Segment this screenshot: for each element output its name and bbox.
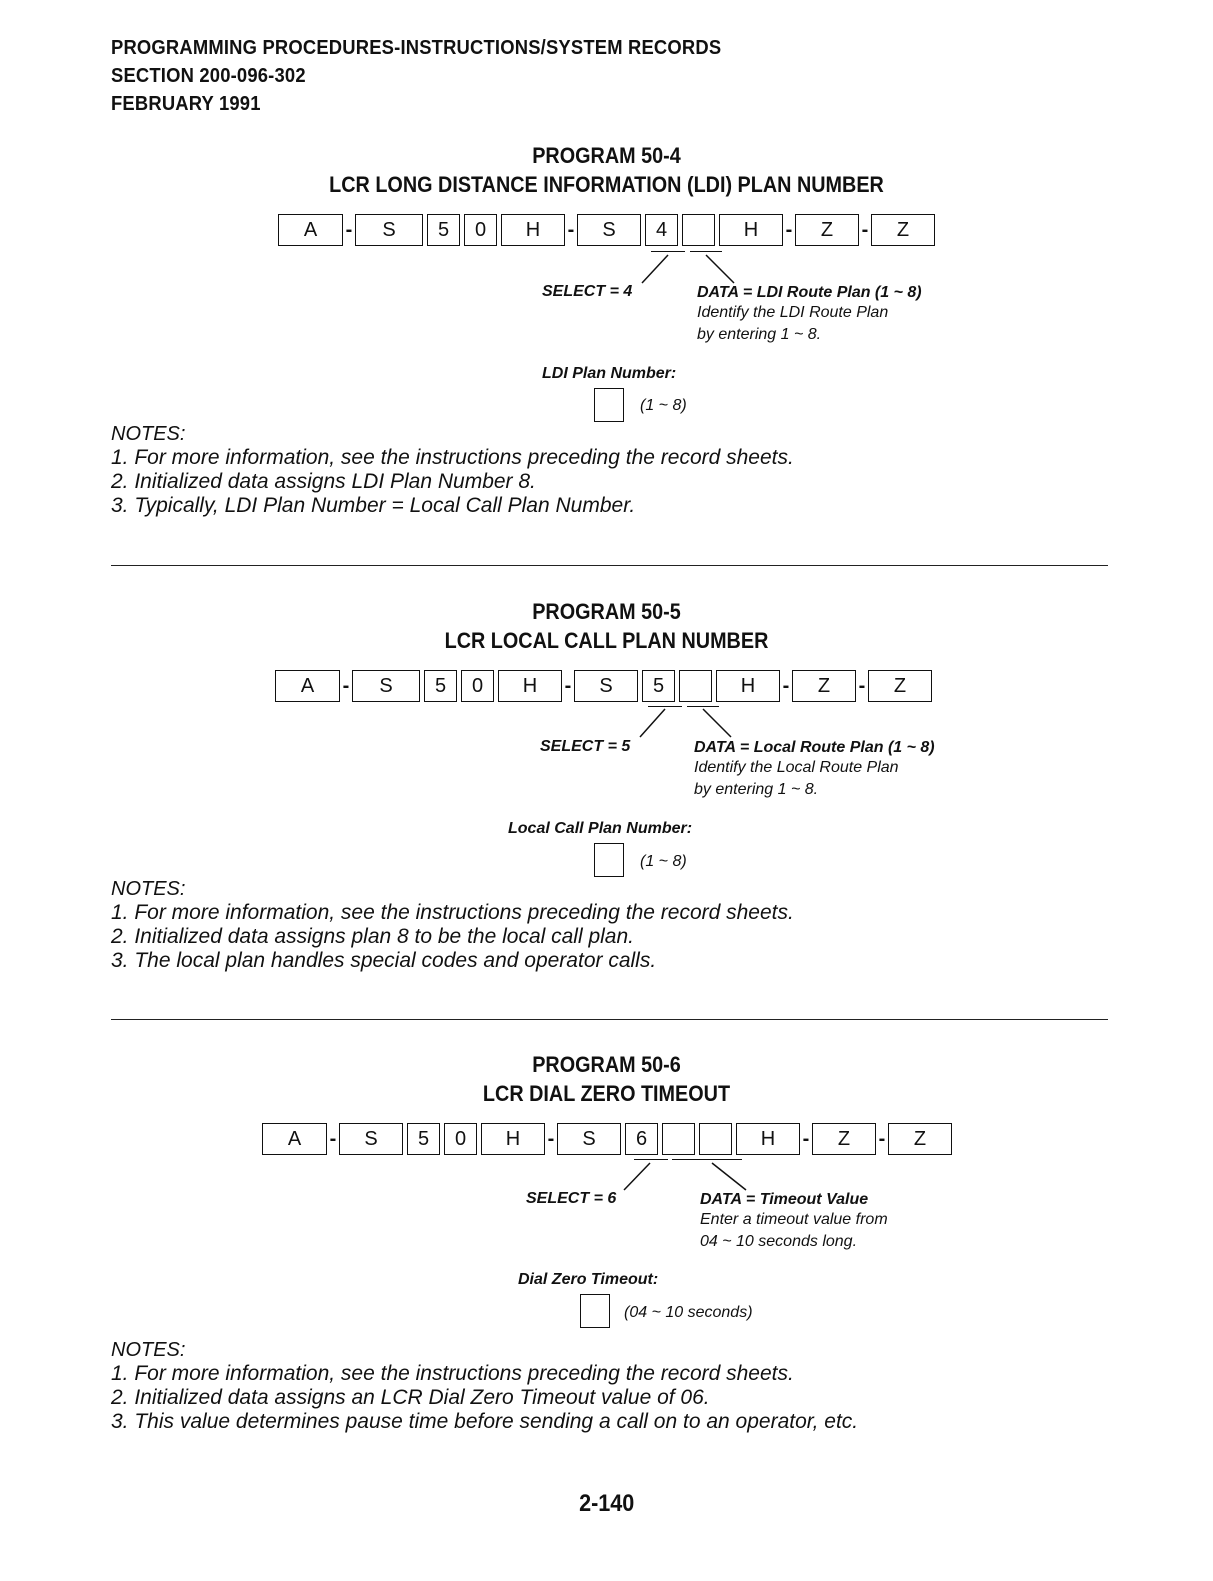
record-entry-box[interactable]	[580, 1294, 610, 1328]
key-box: Z	[812, 1123, 876, 1155]
data-pointer-line	[703, 709, 731, 737]
data-overline	[672, 1159, 742, 1160]
select-pointer-line	[624, 1163, 650, 1190]
key-box: H	[736, 1123, 800, 1155]
record-entry-box[interactable]	[594, 843, 624, 877]
section-divider	[111, 1019, 1108, 1020]
data-line: by entering 1 ~ 8.	[694, 781, 819, 798]
entry-range: (1 ~ 8)	[640, 853, 687, 870]
select-overline	[634, 1159, 668, 1160]
key-box: Z	[888, 1123, 952, 1155]
data-overline	[690, 251, 722, 252]
key-box: S	[339, 1123, 403, 1155]
notes	[111, 1338, 858, 1434]
note-item: 1. For more information, see the instructions preceding the record sheets.	[111, 1362, 794, 1385]
note-item: 2. Initialized data assigns LDI Plan Number 8.	[111, 470, 536, 493]
record-entry-box[interactable]	[594, 388, 624, 422]
data-entry-box	[699, 1123, 732, 1155]
key-box: S	[574, 670, 638, 702]
separator: -	[861, 218, 869, 241]
data-line: 04 ~ 10 seconds long.	[700, 1233, 858, 1250]
data-title: DATA = LDI Route Plan (1 ~ 8)	[697, 284, 922, 301]
notes	[111, 877, 794, 973]
key-box: Z	[792, 670, 856, 702]
program-number: PROGRAM 50-5	[532, 599, 681, 624]
data-description	[694, 739, 935, 801]
key-box: H	[481, 1123, 545, 1155]
separator: -	[785, 218, 793, 241]
header-section: SECTION 200-096-302	[111, 65, 306, 87]
note-item: 1. For more information, see the instructions preceding the record sheets.	[111, 901, 794, 924]
key-box: H	[498, 670, 562, 702]
data-title: DATA = Local Route Plan (1 ~ 8)	[694, 739, 935, 756]
key-box: 0	[444, 1123, 477, 1155]
program-number: PROGRAM 50-6	[532, 1052, 681, 1077]
separator: -	[567, 218, 575, 241]
notes-label: NOTES:	[111, 423, 186, 445]
note-item: 1. For more information, see the instructions preceding the record sheets.	[111, 446, 794, 469]
header-date: FEBRUARY 1991	[111, 93, 261, 115]
separator: -	[345, 218, 353, 241]
key-box: 5	[642, 670, 675, 702]
key-box: 6	[625, 1123, 658, 1155]
separator: -	[802, 1127, 810, 1150]
select-overline	[651, 251, 685, 252]
key-box: S	[352, 670, 420, 702]
key-sequence	[275, 670, 932, 702]
note-item: 3. The local plan handles special codes and operator calls.	[111, 949, 657, 972]
data-pointer-line	[706, 255, 734, 283]
select-label: SELECT = 5	[540, 738, 631, 755]
key-box: 5	[424, 670, 457, 702]
key-box: S	[577, 214, 641, 246]
note-item: 2. Initialized data assigns an LCR Dial Zero Timeout value of 06.	[111, 1386, 710, 1409]
select-pointer-line	[640, 709, 665, 737]
select-pointer-line	[642, 255, 668, 283]
program-50-4-heading	[0, 141, 1213, 199]
data-line: Enter a timeout value from	[700, 1211, 888, 1228]
data-overline	[687, 706, 719, 707]
key-box: H	[719, 214, 783, 246]
separator: -	[329, 1127, 337, 1150]
separator: -	[342, 674, 350, 697]
data-entry-box	[679, 670, 712, 702]
select-label: SELECT = 4	[542, 283, 633, 300]
separator: -	[858, 674, 866, 697]
program-50-6-heading	[0, 1050, 1213, 1108]
program-number: PROGRAM 50-4	[532, 143, 681, 168]
key-sequence	[262, 1123, 952, 1155]
key-box: S	[355, 214, 423, 246]
program-title: LCR DIAL ZERO TIMEOUT	[482, 1081, 731, 1106]
data-line: by entering 1 ~ 8.	[697, 326, 822, 343]
program-title: LCR LOCAL CALL PLAN NUMBER	[444, 628, 769, 653]
key-box: S	[557, 1123, 621, 1155]
program-title: LCR LONG DISTANCE INFORMATION (LDI) PLAN NUMBER	[329, 172, 884, 197]
data-entry-box	[662, 1123, 695, 1155]
data-description	[697, 284, 922, 346]
data-title: DATA = Timeout Value	[700, 1191, 869, 1208]
key-box: 5	[427, 214, 460, 246]
separator: -	[564, 674, 572, 697]
key-box: H	[716, 670, 780, 702]
entry-range: (1 ~ 8)	[640, 397, 687, 414]
note-item: 2. Initialized data assigns plan 8 to be the local call plan.	[111, 925, 635, 948]
notes	[111, 422, 794, 518]
note-item: 3. This value determines pause time before sending a call on to an operator, etc.	[111, 1410, 859, 1433]
key-box: 5	[407, 1123, 440, 1155]
separator: -	[878, 1127, 886, 1150]
key-box: Z	[868, 670, 932, 702]
key-box: A	[278, 214, 343, 246]
data-line: Identify the Local Route Plan	[694, 759, 899, 776]
key-box: 4	[645, 214, 678, 246]
notes-label: NOTES:	[111, 878, 186, 900]
note-item: 3. Typically, LDI Plan Number = Local Call Plan Number.	[111, 494, 636, 517]
notes-label: NOTES:	[111, 1339, 186, 1361]
select-label: SELECT = 6	[526, 1190, 617, 1207]
select-overline	[648, 706, 682, 707]
header-title: PROGRAMMING PROCEDURES-INSTRUCTIONS/SYSTEM RECORDS	[111, 37, 722, 59]
key-box: A	[275, 670, 340, 702]
key-sequence	[278, 214, 935, 246]
data-pointer-line	[712, 1163, 746, 1190]
key-box: 0	[464, 214, 497, 246]
program-50-5-heading	[0, 597, 1213, 655]
page-number: 2-140	[578, 1490, 635, 1517]
data-description	[700, 1191, 888, 1253]
entry-range: (04 ~ 10 seconds)	[624, 1304, 753, 1321]
entry-label: LDI Plan Number:	[542, 365, 677, 382]
document-header	[111, 34, 721, 118]
separator: -	[782, 674, 790, 697]
data-line: Identify the LDI Route Plan	[697, 304, 889, 321]
data-entry-box	[682, 214, 715, 246]
key-box: Z	[795, 214, 859, 246]
key-box: Z	[871, 214, 935, 246]
key-box: A	[262, 1123, 327, 1155]
entry-label: Local Call Plan Number:	[508, 820, 693, 837]
section-divider	[111, 565, 1108, 566]
key-box: 0	[461, 670, 494, 702]
entry-label: Dial Zero Timeout:	[518, 1271, 659, 1288]
separator: -	[547, 1127, 555, 1150]
key-box: H	[501, 214, 565, 246]
